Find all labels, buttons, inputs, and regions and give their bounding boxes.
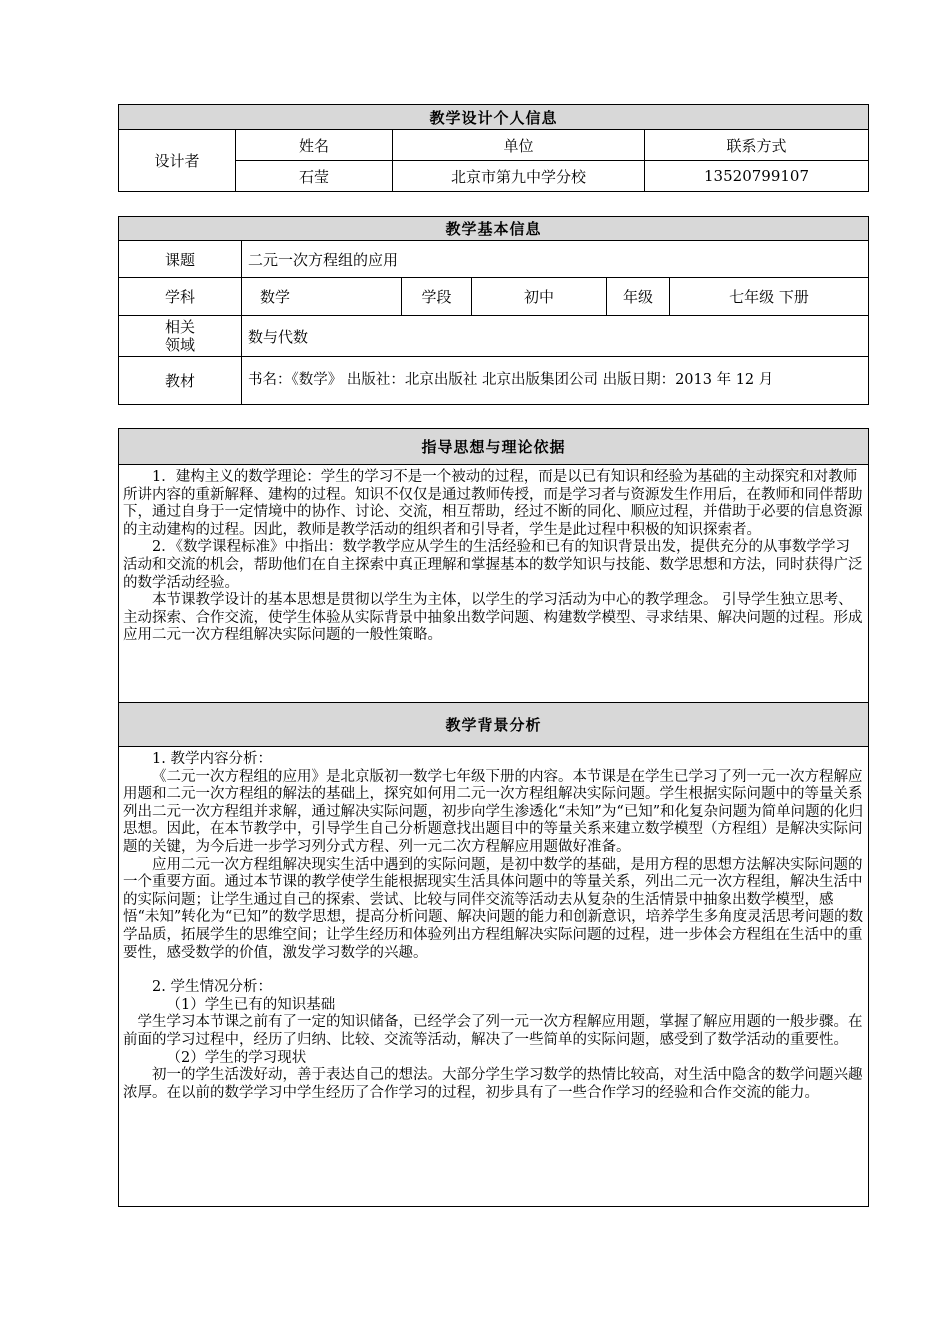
stage-value: 初中 <box>472 278 607 316</box>
subject-value: 数学 <box>242 278 402 316</box>
grade-value: 七年级 下册 <box>670 278 869 316</box>
learning-status-heading: （2）学生的学习现状 <box>166 1049 307 1066</box>
basic-info-title: 教学基本信息 <box>119 217 869 241</box>
grade-label: 年级 <box>607 278 670 316</box>
topic-value: 二元一次方程组的应用 <box>242 241 869 278</box>
personal-info-table <box>118 104 869 192</box>
prior-knowledge-heading: （1）学生已有的知识基础 <box>166 996 336 1013</box>
field-value: 数与代数 <box>242 316 869 357</box>
background-title: 教学背景分析 <box>119 703 869 747</box>
designer-contact: 13520799107 <box>645 161 869 192</box>
background-paragraph-1: 《二元一次方程组的应用》是北京版初一数学七年级下册的内容。本节课是在学生已学习了列一元一次方程解应用题和二元一次方程组的解法的基础上，探究如何用二元一次方程组解决实际问题。学生根据实际问题中的等量关系列出二元一次方程组并求解，通过解决实际问题，初步向学生渗透化“未知”为“已知”和化复杂问题为简单问题的化归思想。因此，在本节教学中，引导学生自己分析题意找出题目中的等量关系来建立数学模型（方程组）是解决实际问题的关键，为今后进一步学习列分式方程、列一元二次方程解应用题做好准备。 <box>123 768 864 855</box>
student-analysis-heading: 2. 学生情况分析： <box>152 979 272 996</box>
subject-label: 学科 <box>119 278 242 316</box>
spacer <box>123 962 864 979</box>
stage-label: 学段 <box>402 278 472 316</box>
background-paragraph-4: 初一的学生活泼好动，善于表达自己的想法。大部分学生学习数学的热情比较高，对生活中隐含的数学问题兴趣浓厚。在以前的数学学习中学生经历了合作学习的过程，初步具有了一些合作学习的经验和合作交流的能力。 <box>123 1067 863 1101</box>
guiding-paragraph-1: 1．建构主义的数学理论：学生的学习不是一个被动的过程，而是以已有知识和经验为基础的主动探究和对教师所讲内容的重新解释、建构的过程。知识不仅仅是通过教师传授，而是学习者与资源发生作用后，在教师和同伴帮助下，通过自身于一定情境中的协作、讨论、交流，相互帮助，经过不断的同化、顺应过程，并借助于必要的信息资源的主动建构的过程。因此，教师是教学活动的组织者和引导者，学生是此过程中积极的知识探索者。 <box>123 469 863 538</box>
col-unit-label: 单位 <box>393 130 645 161</box>
field-label-line2: 领域 <box>164 336 195 354</box>
analysis-table <box>118 428 869 1207</box>
textbook-label: 教材 <box>119 357 242 405</box>
background-body <box>119 747 869 1207</box>
background-paragraph-3: 学生学习本节课之前有了一定的知识储备，已经学会了列一元一次方程解应用题，掌握了解应用题的一般步骤。在前面的学习过程中，经历了归纳、比较、交流等活动，解决了一些简单的实际问题，感受到了数学活动的重要性。 <box>123 1014 863 1048</box>
guiding-body <box>119 465 869 703</box>
personal-info-title: 教学设计个人信息 <box>119 105 869 130</box>
designer-unit: 北京市第九中学分校 <box>393 161 645 192</box>
guiding-paragraph-3: 本节课教学设计的基本思想是贯彻以学生为主体，以学生的学习活动为中心的教学理念。 引导学生独立思考、主动探索、合作交流，使学生体验从实际背景中抽象出数学问题、构建数学模型、寻求结果、解决问题的过程。形成应用二元一次方程组解决实际问题的一般性策略。 <box>123 592 863 644</box>
background-paragraph-2: 应用二元一次方程组解决现实生活中遇到的实际问题，是初中数学的基础，是用方程的思想方法解决实际问题的一个重要方面。通过本节课的教学使学生能根据现实生活具体问题中的等量关系，列出二元一次方程组，解决生活中的实际问题；让学生通过自己的探索、尝试、比较与同伴交流等活动去从复杂的生活情景中抽象出数学模型，感悟“未知”转化为“已知”的数学思想，提高分析问题、解决问题的能力和创新意识，培养学生多角度灵活思考问题的数学品质，拓展学生的思维空间；让学生经历和体验列出方程组解决实际问题的过程，进一步体会方程组在生活中的重要性，感受数学的价值，激发学习数学的兴趣。 <box>123 856 864 961</box>
col-contact-label: 联系方式 <box>645 130 869 161</box>
topic-label: 课题 <box>119 241 242 278</box>
textbook-value: 书名：《数学》 出版社：北京出版社 北京出版集团公司 出版日期：2013 年 12 月 <box>242 357 869 405</box>
guiding-title: 指导思想与理论依据 <box>119 429 869 465</box>
field-label-line1: 相关 <box>164 318 195 336</box>
guiding-paragraph-2: 2．《数学课程标准》中指出：数学教学应从学生的生活经验和已有的知识背景出发，提供充分的从事数学学习活动和交流的机会，帮助他们在自主探索中真正理解和掌握基本的数学知识与技能、数学思想和方法，同时获得广泛的数学活动经验。 <box>123 539 863 591</box>
col-name-label: 姓名 <box>236 130 393 161</box>
content-analysis-heading: 1. 教学内容分析： <box>152 751 272 767</box>
field-label <box>119 316 242 357</box>
designer-label: 设计者 <box>119 130 236 192</box>
basic-info-table <box>118 216 869 405</box>
designer-name: 石莹 <box>236 161 393 192</box>
